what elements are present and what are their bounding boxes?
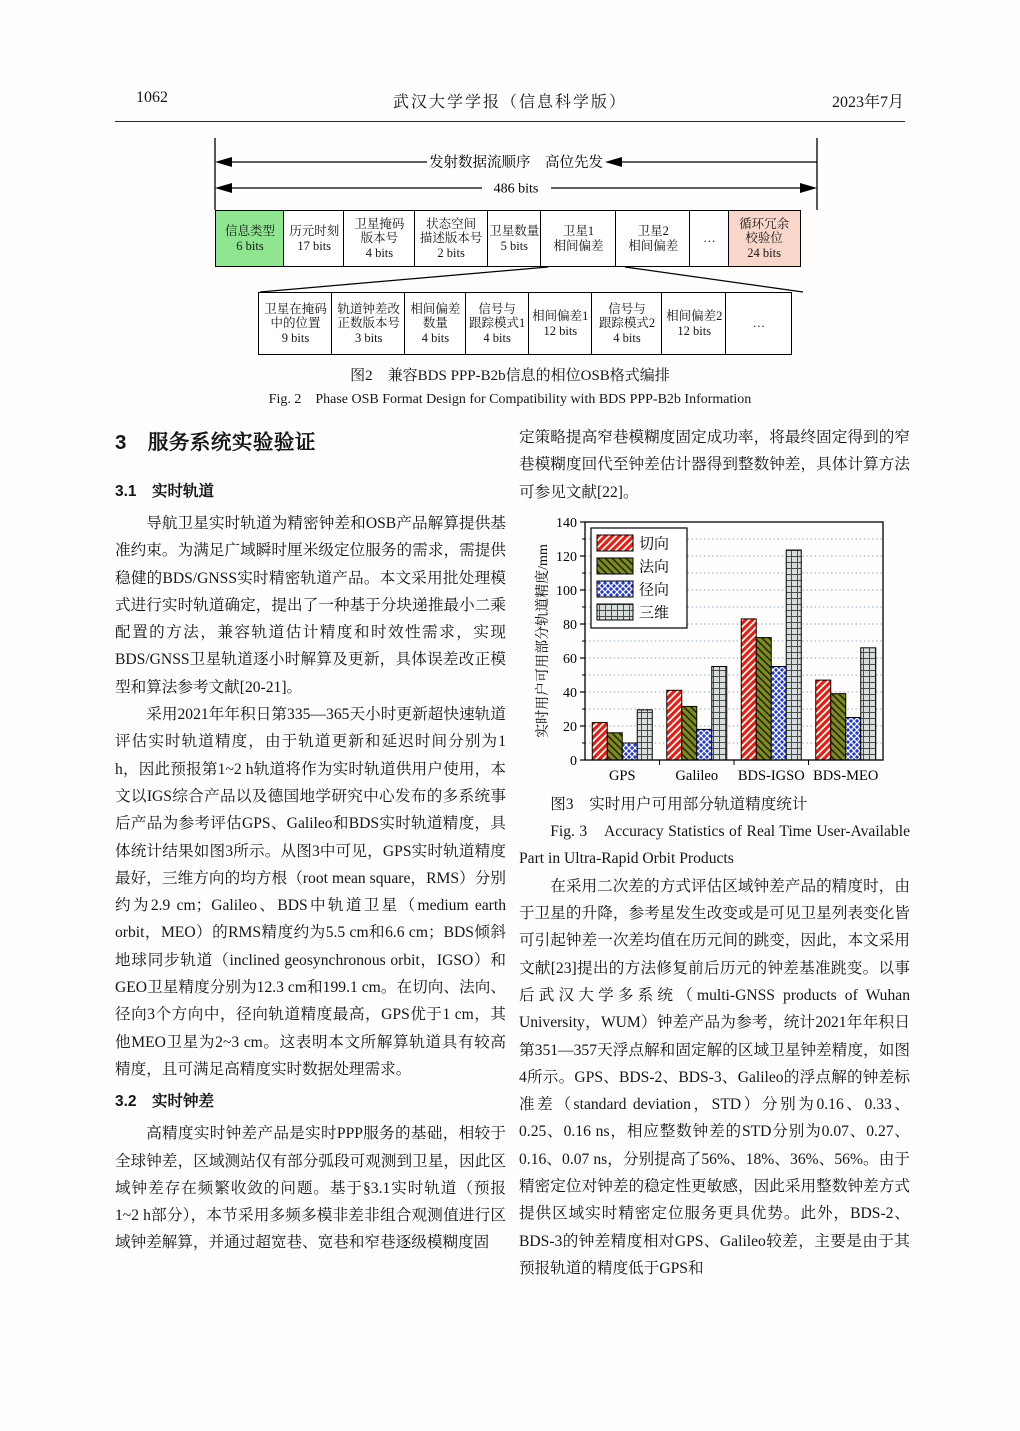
- y-tick-label: 80: [563, 617, 577, 633]
- format-field-line: 相间偏差: [628, 238, 679, 253]
- issue-date: 2023年7月: [831, 94, 904, 111]
- category-label: BDS-MEO: [813, 767, 879, 784]
- format-field-line: 5 bits: [500, 238, 529, 253]
- figure2-format-diagram: [205, 134, 827, 366]
- format-field-line: 4 bits: [483, 330, 511, 345]
- format-field-line: 卫星2: [637, 224, 669, 238]
- arrowhead-left-icon: [605, 157, 622, 167]
- right-column: [519, 424, 910, 1282]
- format-field-line: …: [752, 316, 766, 331]
- format-field-line: 9 bits: [281, 330, 310, 345]
- format-field-line: 相间偏差: [410, 301, 461, 316]
- header-rule: [115, 121, 905, 122]
- expand-connector-left: [260, 267, 548, 292]
- bar: [846, 717, 861, 760]
- bar: [771, 666, 786, 760]
- bar: [667, 690, 682, 760]
- expand-connector-right: [625, 267, 803, 292]
- legend-label: 径向: [639, 582, 670, 599]
- format-field-box: [689, 210, 729, 267]
- left-column: [115, 424, 506, 1257]
- format-field-line: 12 bits: [543, 323, 578, 338]
- bar: [607, 733, 622, 760]
- figure3-bar-chart: [533, 514, 893, 791]
- format-field-line: 卫星掩码: [354, 216, 405, 231]
- format-field-line: 历元时刻: [289, 224, 340, 238]
- format-field-box: [591, 292, 663, 355]
- figure2-caption-en: Fig. 2 Phase OSB Format Design for Compatibility with BDS PPP-B2b Information: [268, 392, 752, 407]
- format-field-box: [283, 210, 345, 267]
- format-field-box: [465, 292, 530, 355]
- format-field-line: 中的位置: [270, 316, 321, 331]
- format-field-line: …: [703, 231, 716, 246]
- journal-title: 武汉大学学报（信息科学版）: [392, 94, 627, 111]
- format-field-line: 4 bits: [365, 245, 394, 260]
- y-axis-label: 实时用户可用部分轨道精度/mm: [536, 544, 551, 738]
- format-field-box: [661, 292, 727, 355]
- total-bits-label: 486 bits: [493, 181, 539, 197]
- y-tick-label: 140: [556, 515, 577, 531]
- format-field-line: 信号与: [608, 301, 646, 316]
- format-field-line: 12 bits: [677, 323, 712, 338]
- bar: [637, 710, 652, 760]
- format-field-line: 跟踪模式1: [468, 316, 526, 331]
- page-number: 1062: [136, 89, 168, 106]
- y-tick-label: 120: [556, 549, 577, 565]
- format-field-line: 轨道钟差改: [337, 301, 400, 316]
- bar: [816, 680, 831, 760]
- paragraph: 采用2021年年积日第335—365天小时更新超快速轨道评估实时轨道精度，由于轨道更新和延迟时间分别为1 h，因此预报第1~2 h轨道将作为实时轨道供用户使用，本文以IGS综合产品以及德国地学研究中心发布的多系统事后产品为参考评估GPS、Galileo和BDS实时轨道精度，具体统计结果如图3所示。从图3中可见，GPS实时轨道精度最好，三维方向的均方根（root mean square，RMS）分别约为2.9 cm；Galileo、BDS中轨道卫星（medium earth orbit，MEO）的RMS精度约为5.5 cm和6.6 cm；BDS倾斜地球同步轨道（inclined geosynchronous orbit，IGSO）和GEO卫星精度分别为12.3 cm和199.1 cm。在切向、法向、径向3个方向中，径向轨道精度最高，GPS优于1 cm，其他MEO卫星为2~3 cm。这表明本文所解算轨道具有较高精度，且可满足高精度实时数据处理需求。: [115, 706, 506, 1078]
- bar: [786, 550, 801, 760]
- format-field-line: 3 bits: [354, 330, 383, 345]
- format-field-line: 循环冗余: [739, 216, 790, 231]
- legend-swatch: [597, 558, 633, 574]
- format-field-line: 4 bits: [421, 330, 450, 345]
- format-field-box: [343, 210, 415, 267]
- bar: [831, 694, 846, 760]
- arrowhead-right-icon: [800, 183, 817, 193]
- format-field-line: 描述版本号: [419, 231, 483, 246]
- y-tick-label: 0: [570, 753, 577, 769]
- format-field-line: 相间偏差2: [666, 309, 723, 323]
- category-label: Galileo: [675, 767, 719, 784]
- figure3-caption-en: Fig. 3 Accuracy Statistics of Real Time User-Available Part in Ultra-Rapid Orbit Products: [519, 823, 910, 868]
- format-field-box: [331, 292, 406, 355]
- format-field-box: [258, 292, 333, 355]
- format-field-box: [540, 210, 617, 267]
- format-field-line: 相间偏差: [553, 238, 604, 253]
- bar: [622, 743, 637, 760]
- format-field-line: 校验位: [745, 231, 783, 246]
- y-tick-label: 60: [563, 651, 577, 667]
- orbit-accuracy-chart: [533, 514, 893, 786]
- format-field-line: 4 bits: [613, 330, 641, 345]
- paragraph: 导航卫星实时轨道为精密钟差和OSB产品解算提供基准约束。为满足广域瞬时厘米级定位服务的需求，需提供稳健的BDS/GNSS实时精密轨道产品。本文采用批处理模式进行实时轨道确定，提出了一种基于分块递推最小二乘配置的方法，兼容轨道估计精度和时效性需求，实现BDS/GNSS卫星轨道逐小时解算及更新，具体误差改正模型和算法参考文献[20-21]。: [115, 515, 506, 696]
- subsection-3-2-heading: 3.2 实时钟差: [115, 1093, 215, 1111]
- bar: [712, 666, 727, 760]
- section-heading: 3 服务系统实验验证: [115, 431, 316, 454]
- format-field-box: [215, 210, 285, 267]
- format-field-line: 卫星数量: [489, 224, 540, 238]
- format-field-box: [725, 292, 792, 355]
- format-field-line: 卫星1: [562, 224, 595, 238]
- format-field-line: 相间偏差1: [532, 309, 589, 323]
- arrowhead-left-icon: [215, 157, 232, 167]
- bar: [592, 722, 607, 759]
- arrowhead-left-icon: [215, 183, 232, 193]
- bar: [682, 706, 697, 760]
- y-tick-label: 100: [556, 583, 577, 599]
- format-field-box: [615, 210, 691, 267]
- paragraph: 定策略提高窄巷模糊度固定成功率，将最终固定得到的窄巷模糊度回代至钟差估计器得到整数钟差，具体计算方法可参见文献[22]。: [519, 429, 910, 501]
- paragraph: 在采用二次差的方式评估区域钟差产品的精度时，由于卫星的升降，参考星发生改变或是可见卫星列表变化皆可引起钟差一次差均值在历元间的跳变，因此，本文采用文献[23]提出的方法修复前后历元的钟差基准跳变。以事后武汉大学多系统（multi-GNSS products of Wuhan University，WUM）钟差产品为参考，统计2021年年积日第351—357天浮点解和固定解的区域卫星钟差精度，如图4所示。GPS、BDS-2、BDS-3、Galileo的浮点解的钟差标准差（standard deviation，STD）分别为0.16、0.33、0.25、0.16 ns，相应整数钟差的STD分别为0.07、0.27、0.16、0.07 ns，分别提高了56%、18%、36%、56%。由于精密定位对钟差的稳定性更敏感，因此采用整数钟差方式提供区域实时精密定位服务更具优势。此外，BDS-2、BDS-3的钟差精度相对GPS、Galileo较差，主要是由于其预报轨道的精度低于GPS和: [519, 877, 910, 1277]
- message-row-1: [215, 210, 801, 267]
- category-label: BDS-IGSO: [737, 767, 805, 784]
- format-field-box: [487, 210, 542, 267]
- format-field-line: 6 bits: [236, 238, 264, 253]
- figure3-caption-cn: 图3 实时用户可用部分轨道精度统计: [550, 795, 808, 813]
- figure2-caption-cn: 图2 兼容BDS PPP-B2b信息的相位OSB格式编排: [350, 368, 670, 384]
- paragraph: 高精度实时钟差产品是实时PPP服务的基础，相较于全球钟差，区域测站仅有部分弧段可观测到卫星，因此区域钟差存在频繁收敛的问题。基于§3.1实时轨道（预报1~2 h部分），本节采用多频多模非差非组合观测值进行区域钟差解算，并通过超宽巷、宽巷和窄巷逐级模糊度固: [115, 1125, 506, 1252]
- y-tick-label: 20: [563, 719, 577, 735]
- bar: [861, 648, 876, 760]
- bar: [697, 729, 712, 760]
- y-tick-label: 40: [563, 685, 577, 701]
- bar: [756, 637, 771, 759]
- legend-swatch: [597, 535, 633, 551]
- legend-label: 法向: [639, 559, 670, 576]
- format-field-box: [528, 292, 593, 355]
- format-field-box: [728, 210, 801, 267]
- stream-order-label: 发射数据流顺序 高位先发: [429, 155, 603, 171]
- format-field-line: 状态空间: [426, 216, 477, 231]
- format-field-line: 跟踪模式2: [598, 316, 656, 331]
- legend-swatch: [597, 581, 633, 597]
- format-field-line: 17 bits: [297, 238, 332, 253]
- format-field-line: 数量: [422, 316, 448, 331]
- format-field-line: 信号与: [478, 301, 516, 316]
- format-field-line: 信息类型: [224, 224, 275, 238]
- format-field-box: [404, 292, 466, 355]
- bar: [741, 619, 756, 760]
- message-row-2: [258, 292, 792, 355]
- format-field-box: [414, 210, 489, 267]
- subsection-3-1-heading: 3.1 实时轨道: [115, 483, 215, 500]
- format-field-line: 2 bits: [437, 245, 465, 260]
- format-field-line: 卫星在掩码: [264, 301, 327, 316]
- legend-label: 三维: [639, 605, 670, 622]
- format-field-line: 正数版本号: [337, 316, 400, 331]
- category-label: GPS: [608, 767, 636, 784]
- format-field-line: 版本号: [360, 231, 399, 246]
- legend-label: 切向: [639, 536, 670, 553]
- legend-swatch: [597, 604, 633, 620]
- format-field-line: 24 bits: [747, 245, 781, 260]
